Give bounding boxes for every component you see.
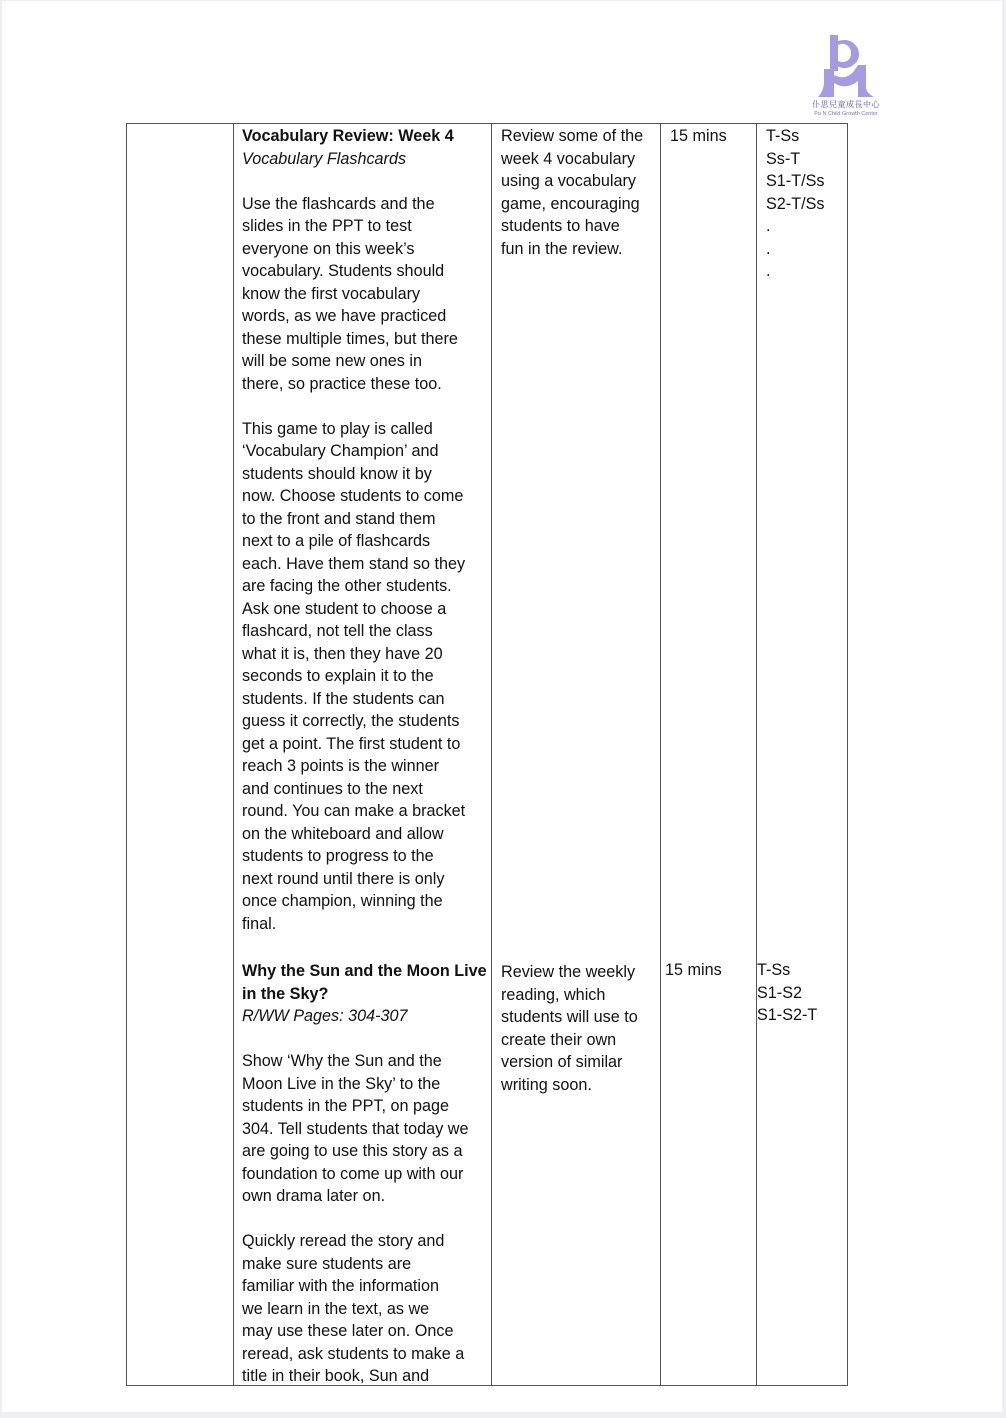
text-line: create their own (501, 1030, 617, 1049)
text-line: words, as we have practiced (242, 307, 447, 325)
text-line: S1-T/Ss (766, 172, 825, 190)
logo-chinese-name: 仆思兒童成長中心 (812, 100, 880, 109)
text-line: slides in the PPT to test (242, 217, 412, 235)
text-line: students will use to (501, 1008, 638, 1026)
text-line: are going to use this story as a (242, 1142, 463, 1160)
activity-2-objective (501, 961, 659, 1096)
text-line: S2-T/Ss (766, 194, 825, 213)
text-line: these multiple times, but there (242, 329, 458, 348)
text-line: Review the weekly (501, 963, 636, 981)
text-line: students in the PPT, on page (242, 1097, 449, 1115)
procedure-cell (234, 124, 492, 1386)
logo-mark-icon (808, 31, 884, 99)
text-line: week 4 vocabulary (501, 149, 636, 168)
text-line: familiar with the information (242, 1277, 440, 1295)
text-line: reread, ask students to make a (242, 1344, 465, 1363)
time-cell (661, 124, 757, 1386)
text-line: . (766, 239, 771, 258)
table-row (127, 124, 848, 1386)
activity-2-procedure (242, 960, 490, 1388)
procedure-paragraph (242, 193, 490, 396)
text-line: S1-S2 (757, 983, 802, 1002)
text-line: make sure students are (242, 1254, 412, 1273)
text-line: once champion, winning the (242, 892, 443, 910)
text-line: Use the flashcards and the (242, 194, 435, 213)
procedure-paragraph (242, 418, 490, 936)
activity-subtitle: R/WW Pages: 304-307 (242, 1007, 408, 1025)
text-line: everyone on this week’s (242, 239, 415, 258)
text-line: foundation to come up with our (242, 1164, 464, 1183)
activity-title: Vocabulary Review: Week 4 (242, 127, 454, 145)
text-line: game, encouraging (501, 194, 640, 213)
text-line: final. (242, 914, 277, 933)
text-line: on the whiteboard and allow (242, 824, 444, 843)
text-line: Quickly reread the story and (242, 1232, 445, 1250)
interaction-cell (757, 124, 848, 1386)
activity-2-interaction (757, 959, 837, 1027)
text-line: fun in the review. (501, 239, 623, 258)
text-line: next to a pile of flashcards (242, 532, 431, 550)
text-line: know the first vocabulary (242, 284, 421, 303)
activity-1-objective (501, 125, 659, 260)
text-line: 304. Tell students that today we (242, 1119, 469, 1138)
organization-logo (808, 31, 884, 121)
text-line: round. You can make a bracket (242, 802, 466, 820)
text-line: and continues to the next (242, 779, 423, 798)
text-line: Show ‘Why the Sun and the (242, 1052, 442, 1070)
activity-subtitle: Vocabulary Flashcards (242, 149, 407, 168)
text-line: to the front and stand them (242, 509, 436, 528)
text-line: T-Ss (766, 127, 800, 145)
text-line: reading, which (501, 985, 606, 1004)
text-line: . (766, 262, 771, 280)
text-line: what it is, then they have 20 (242, 644, 443, 663)
text-line: guess it correctly, the students (242, 712, 460, 730)
text-line: reach 3 points is the winner (242, 757, 440, 775)
procedure-paragraph (242, 1050, 490, 1208)
text-line: now. Choose students to come (242, 487, 464, 505)
activity-2-time: 15 mins (665, 961, 722, 979)
text-line: students to have (501, 217, 620, 235)
lesson-plan-table (126, 123, 848, 1386)
stage-cell (127, 124, 234, 1386)
activity-1-procedure (242, 125, 490, 935)
text-line: vocabulary. Students should (242, 262, 445, 280)
activity-1-interaction (766, 125, 846, 283)
text-line: next round until there is only (242, 869, 445, 888)
activity-title: Why the Sun and the Moon Live (242, 962, 487, 980)
text-line: Moon Live in the Sky’ to the (242, 1074, 441, 1093)
logo-english-name: Pu N Child Growth Center (814, 111, 878, 117)
text-line: there, so practice these too. (242, 374, 442, 393)
text-line: Review some of the (501, 127, 644, 145)
text-line: S1-S2-T (757, 1006, 818, 1024)
document-page (2, 1, 1002, 1412)
text-line: . (766, 217, 771, 235)
text-line: are facing the other students. (242, 577, 452, 595)
text-line: Ss-T (766, 149, 801, 168)
text-line: own drama later on. (242, 1187, 386, 1205)
objective-cell (492, 124, 661, 1386)
text-line: seconds to explain it to the (242, 667, 434, 685)
text-line: students. If the students can (242, 689, 445, 708)
activity-title: in the Sky? (242, 984, 329, 1003)
text-line: students to progress to the (242, 847, 434, 865)
text-line: This game to play is called (242, 419, 433, 438)
text-line: using a vocabulary (501, 172, 636, 190)
text-line: students should know it by (242, 464, 432, 483)
text-line: get a point. The first student to (242, 734, 461, 753)
procedure-paragraph (242, 1230, 490, 1388)
text-line: T-Ss (757, 961, 791, 979)
text-line: title in their book, Sun and (242, 1367, 430, 1385)
text-line: flashcard, not tell the class (242, 622, 433, 640)
text-line: will be some new ones in (242, 352, 422, 370)
activity-1-time: 15 mins (670, 127, 727, 145)
text-line: may use these later on. Once (242, 1322, 454, 1340)
text-line: ‘Vocabulary Champion’ and (242, 442, 439, 460)
text-line: version of similar (501, 1053, 623, 1071)
text-line: each. Have them stand so they (242, 554, 466, 573)
text-line: writing soon. (501, 1075, 592, 1094)
text-line: we learn in the text, as we (242, 1299, 430, 1318)
text-line: Ask one student to choose a (242, 599, 447, 618)
